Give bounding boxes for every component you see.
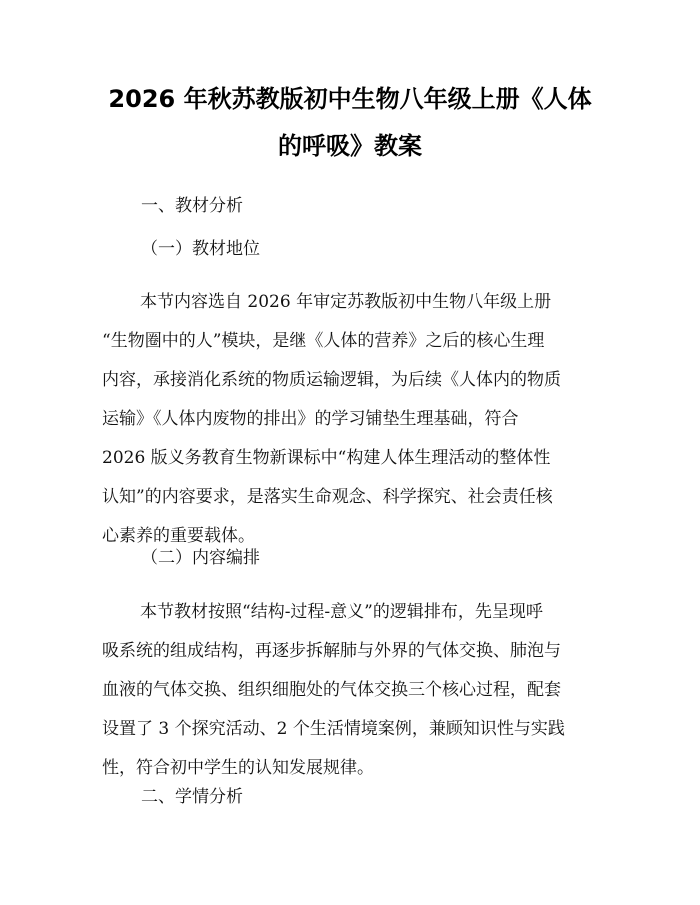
paragraph-line: 血液的气体交换、组织细胞处的气体交换三个核心过程，配套 [102, 680, 561, 700]
paragraph-line: 心素养的重要载体。 [102, 526, 255, 546]
paragraph-line: 本节内容选自 2026 年审定苏教版初中生物八年级上册 [140, 292, 552, 312]
section-heading-textbook-analysis: 一、教材分析 [141, 196, 243, 216]
paragraph-textbook-position [102, 292, 602, 565]
section-heading-learner-analysis: 二、学情分析 [141, 787, 243, 807]
subsection-heading-textbook-position: （一）教材地位 [141, 239, 260, 259]
paragraph-line: 吸系统的组成结构，再逐步拆解肺与外界的气体交换、肺泡与 [102, 641, 561, 661]
paragraph-line: “生物圈中的人”模块，是继《人体的营养》之后的核心生理 [102, 331, 545, 351]
paragraph-line: 2026 版义务教育生物新课标中“构建人体生理活动的整体性 [102, 448, 551, 468]
paragraph-line: 设置了 3 个探究活动、2 个生活情境案例，兼顾知识性与实践 [102, 719, 565, 739]
document-title-line-1: 2026 年秋苏教版初中生物八年级上册《人体 [108, 85, 592, 113]
document-title-line-2: 的呼吸》教案 [278, 132, 422, 160]
paragraph-line: 认知”的内容要求，是落实生命观念、科学探究、社会责任核 [102, 487, 553, 507]
paragraph-line: 内容，承接消化系统的物质运输逻辑，为后续《人体内的物质 [102, 370, 561, 390]
paragraph-line: 本节教材按照“结构-过程-意义”的逻辑排布，先呈现呼 [140, 602, 543, 622]
paragraph-line: 运输》《人体内废物的排出》的学习铺垫生理基础，符合 [102, 409, 519, 429]
paragraph-content-arrangement [102, 602, 602, 797]
subsection-heading-content-arrangement: （二）内容编排 [141, 548, 260, 568]
paragraph-line: 性，符合初中学生的认知发展规律。 [102, 758, 374, 778]
